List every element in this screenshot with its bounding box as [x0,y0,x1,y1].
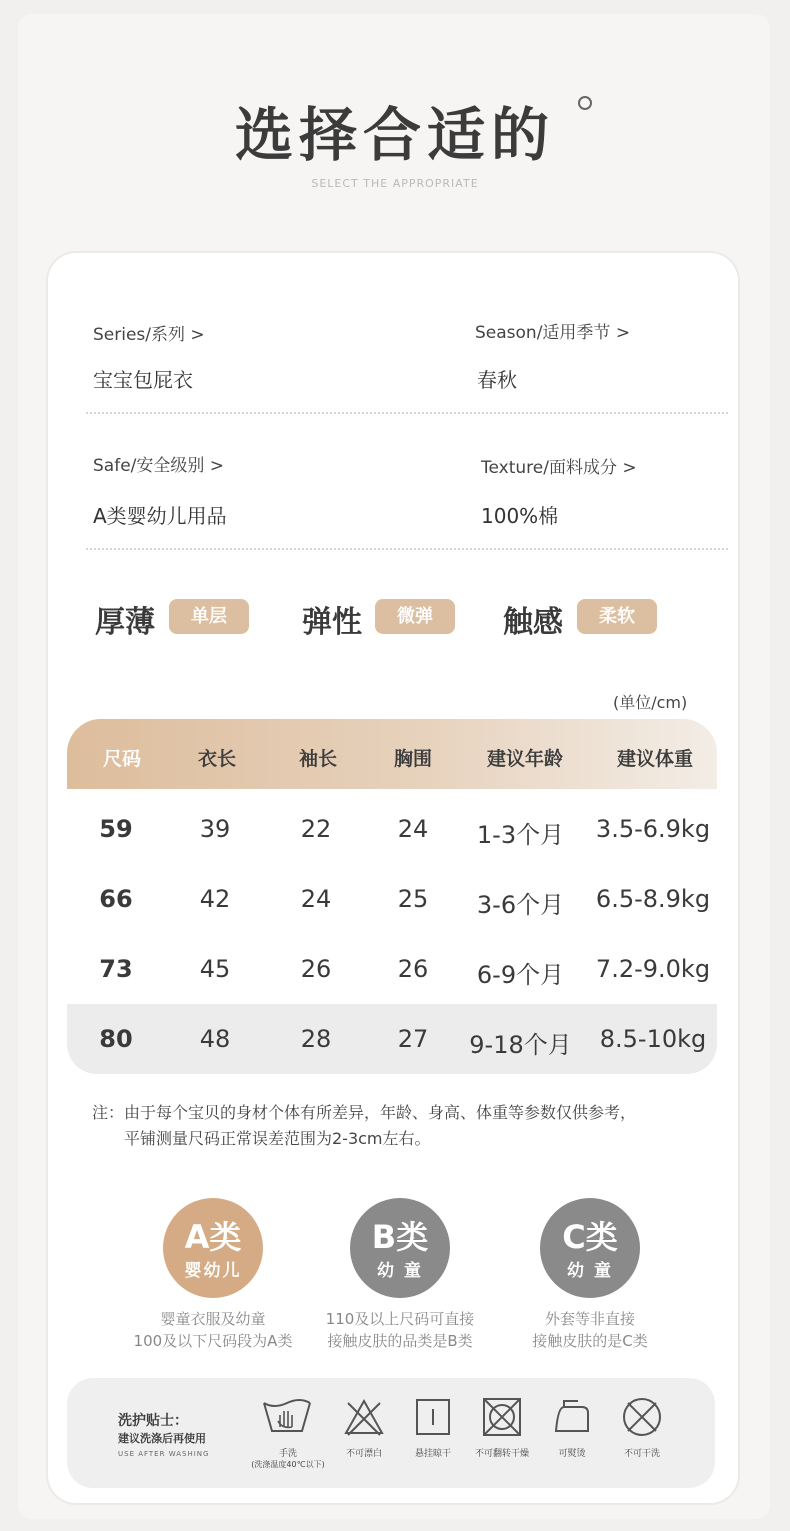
table-cell: 42 [199,885,231,913]
care-english: USE AFTER WASHING [118,1450,210,1458]
table-cell: 3.5-6.9kg [595,815,711,843]
care-label-no-dry-clean: 不可干洗 [623,1449,660,1459]
hang-dry-icon [415,1397,451,1437]
table-cell: 7.2-9.0kg [595,955,711,983]
size-note-line1: 注：由于每个宝贝的身材个体有所差异，年龄、身高、体重等参数仅供参考， [92,1103,637,1122]
feature-thickness-pill: 单层 [169,599,249,634]
feature-thickness-label: 厚薄 [95,605,155,640]
grade-b-desc-line2: 接触皮肤的品类是B类 [327,1332,473,1350]
table-cell: 45 [199,955,231,983]
no-dry-clean-icon [621,1397,663,1437]
table-cell: 59 [99,815,133,843]
table-cell: 6.5-8.9kg [595,885,711,913]
table-cell: 8.5-10kg [599,1025,707,1053]
page-subtitle: SELECT THE APPROPRIATE [311,177,479,190]
care-label-iron: 可熨烫 [558,1449,586,1459]
table-cell: 24 [397,815,429,843]
table-cell: 26 [397,955,429,983]
table-cell: 80 [99,1025,133,1053]
grade-c-title: C类 [562,1218,618,1256]
table-cell: 22 [300,815,332,843]
table-unit: (单位/cm) [613,693,688,712]
no-bleach-icon [343,1397,385,1437]
grade-a-desc-line2: 100及以下尺码段为A类 [133,1332,293,1350]
safe-label: Safe/安全级别 > [93,456,225,476]
size-note-line2: 平铺测量尺码正常误差范围为2-3cm左右。 [124,1129,431,1148]
info-divider [86,548,728,550]
table-header-cell: 衣长 [197,748,236,770]
grade-b-badge [350,1198,450,1298]
info-divider [86,412,728,414]
care-title: 洗护贴士： [118,1413,188,1429]
grade-c-desc-line2: 接触皮肤的是C类 [532,1332,648,1350]
grade-c-description [480,1308,700,1352]
table-cell: 9-18个月 [469,1031,572,1059]
table-cell: 66 [99,885,133,913]
feature-touch-pill: 柔软 [577,599,657,634]
grade-b-title: B类 [371,1218,429,1256]
no-tumble-dry-icon [481,1397,523,1437]
table-cell: 25 [397,885,429,913]
care-label-hand-wash [243,1446,333,1470]
season-value: 春秋 [477,368,517,392]
iron-icon [552,1397,592,1437]
grade-b-desc-line1: 110及以上尺码可直接 [325,1310,475,1328]
grade-c-desc-line1: 外套等非直接 [544,1310,635,1328]
texture-label: Texture/面料成分 > [481,458,637,478]
table-header-cell: 胸围 [393,748,432,770]
table-cell: 27 [397,1025,429,1053]
grade-c-subtitle: 幼 童 [567,1261,613,1281]
care-label-no-bleach: 不可漂白 [345,1449,382,1459]
feature-elasticity-pill: 微弹 [375,599,455,634]
care-subtitle: 建议洗涤后再使用 [118,1432,206,1445]
grade-a-title: A类 [184,1218,242,1256]
grade-a-badge [163,1198,263,1298]
care-label-no-tumble-dry: 不可翻转干燥 [474,1449,529,1459]
table-cell: 1-3个月 [476,821,565,849]
table-header-cell: 建议体重 [616,748,693,770]
texture-value: 100%棉 [481,504,559,528]
table-cell: 28 [300,1025,332,1053]
series-value: 宝宝包屁衣 [93,368,193,392]
hand-wash-sub: (洗涤温度40℃以下) [251,1460,325,1469]
grade-b-description [290,1308,510,1352]
grade-a-desc-line1: 婴童衣服及幼童 [160,1310,266,1328]
series-label: Series/系列 > [93,325,205,345]
table-cell: 26 [300,955,332,983]
table-cell: 6-9个月 [476,961,565,989]
feature-elasticity-label: 弹性 [302,605,362,640]
table-cell: 3-6个月 [476,891,565,919]
grade-c-badge [540,1198,640,1298]
care-label-hang-dry: 悬挂晾干 [414,1449,451,1459]
table-cell: 48 [199,1025,231,1053]
table-header-cell: 袖长 [298,748,337,770]
title-circle-decoration [578,96,592,110]
grade-a-subtitle: 婴幼儿 [184,1261,242,1281]
table-cell: 73 [99,955,133,983]
table-cell: 39 [199,815,231,843]
table-header-cell: 尺码 [102,748,141,770]
hand-wash-label: 手洗 [278,1449,297,1459]
hand-wash-icon [262,1397,312,1437]
grade-b-subtitle: 幼 童 [377,1261,423,1281]
table-header-cell: 建议年龄 [486,748,563,770]
page-title: 选择合适的 [234,101,555,169]
feature-touch-label: 触感 [503,605,563,640]
table-cell: 24 [300,885,332,913]
safe-value: A类婴幼儿用品 [93,504,227,528]
season-label: Season/适用季节 > [475,323,631,343]
